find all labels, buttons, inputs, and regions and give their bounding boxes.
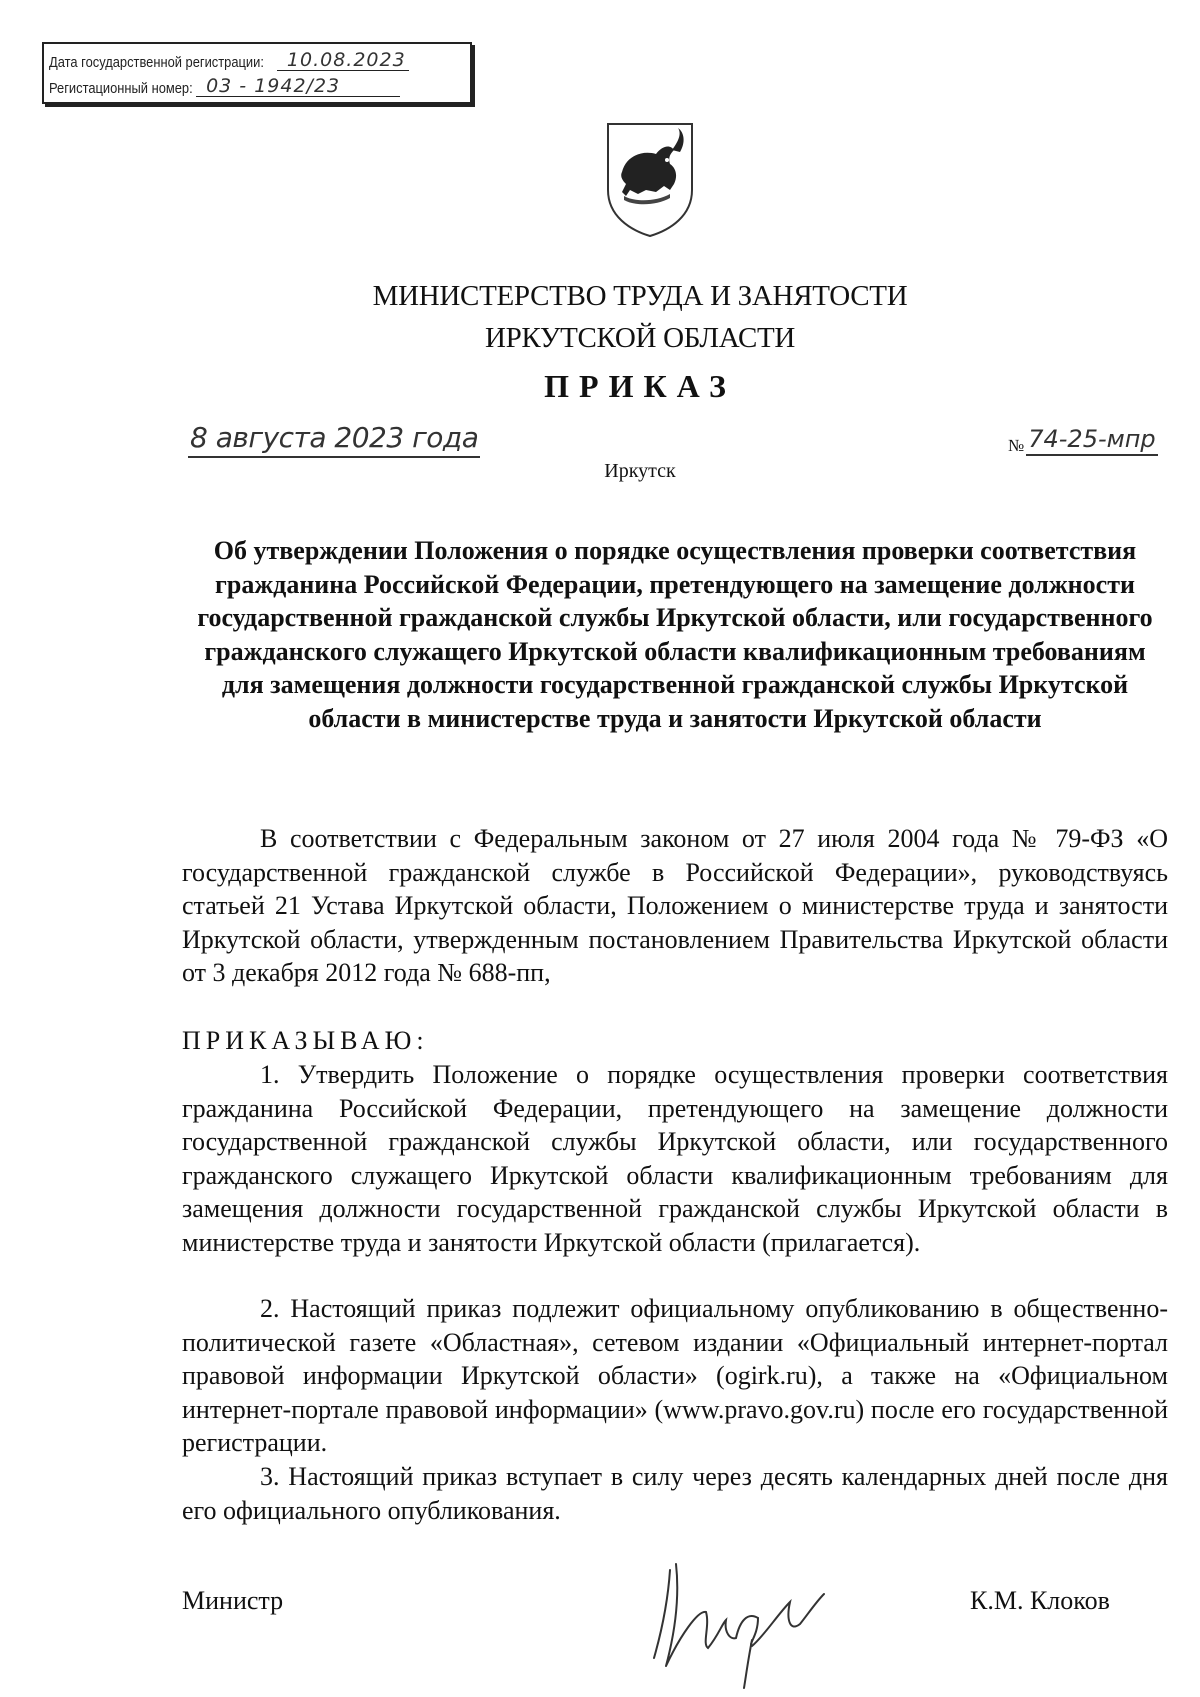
handwritten-signature [640, 1540, 830, 1690]
registration-number-label: Регистационный номер: [49, 80, 193, 97]
order-subject-title: Об утверждении Положения о порядке осуществления проверки соответствия гражданина Российской Федерации, претендующего на замещение должности государственной гражданской службы Иркутской области, или государственного гражданского служащего Иркутской области квалификационным требованиям для замещения должности государственной гражданской службы Иркутской области в министерстве труда и занятости Иркутской области [197, 536, 1153, 733]
order-date-handwritten: 8 августа 2023 года [188, 420, 480, 458]
order-item-2: 2. Настоящий приказ подлежит официальному опубликованию в общественно-политической газете «Областная», сетевом издании «Официальный интернет-портал правовой информации Иркутской области» (ogirk.ru), а также на «Официальном интернет-портале правовой информации» (www.pravo.gov.ru) после его государственной регистрации. [182, 1294, 1168, 1457]
city-name: Иркутск [604, 460, 676, 482]
signatory-name: К.М. Клоков [970, 1586, 1110, 1615]
document-type-title: ПРИКАЗ [544, 368, 736, 404]
orders-word: ПРИКАЗЫВАЮ: [182, 1026, 429, 1055]
signatory-role: Министр [182, 1586, 284, 1615]
order-item-3: 3. Настоящий приказ вступает в силу через десять календарных дней после дня его официального опубликования. [182, 1462, 1168, 1525]
registration-date-label: Дата государственной регистрации: [49, 54, 264, 71]
registration-number-value: 03 - 1942/23 [196, 76, 400, 97]
coat-of-arms-icon [604, 120, 696, 238]
order-number [1008, 424, 1158, 456]
order-item-1: 1. Утвердить Положение о порядке осуществления проверки соответствия гражданина Российской Федерации, претендующего на замещение должности государственной гражданской службы Иркутской области, или государственного гражданского служащего Иркутской области квалификационным требованиям для замещения должности государственной гражданской службы Иркутской области в министерстве труда и занятости Иркутской области (прилагается). [182, 1060, 1168, 1257]
ministry-name-line-2: ИРКУТСКОЙ ОБЛАСТИ [484, 322, 796, 354]
registration-date-value: 10.08.2023 [277, 50, 409, 71]
registration-date-row [49, 50, 409, 71]
order-number-handwritten: 74-25-мпр [1026, 424, 1157, 456]
registration-number-row [49, 76, 400, 97]
preamble-paragraph: В соответствии с Федеральным законом от 27 июля 2004 года № 79-ФЗ «О государственной гражданской службе в Российской Федерации», руководствуясь статьей 21 Устава Иркутской области, Положением о министерстве труда и занятости Иркутской области, утвержденным постановлением Правительства Иркутской области от 3 декабря 2012 года № 688-пп, [182, 824, 1168, 987]
registration-stamp [42, 42, 472, 104]
number-sign: № [1008, 436, 1025, 455]
ministry-name-line-1: МИНИСТЕРСТВО ТРУДА И ЗАНЯТОСТИ [372, 280, 908, 312]
